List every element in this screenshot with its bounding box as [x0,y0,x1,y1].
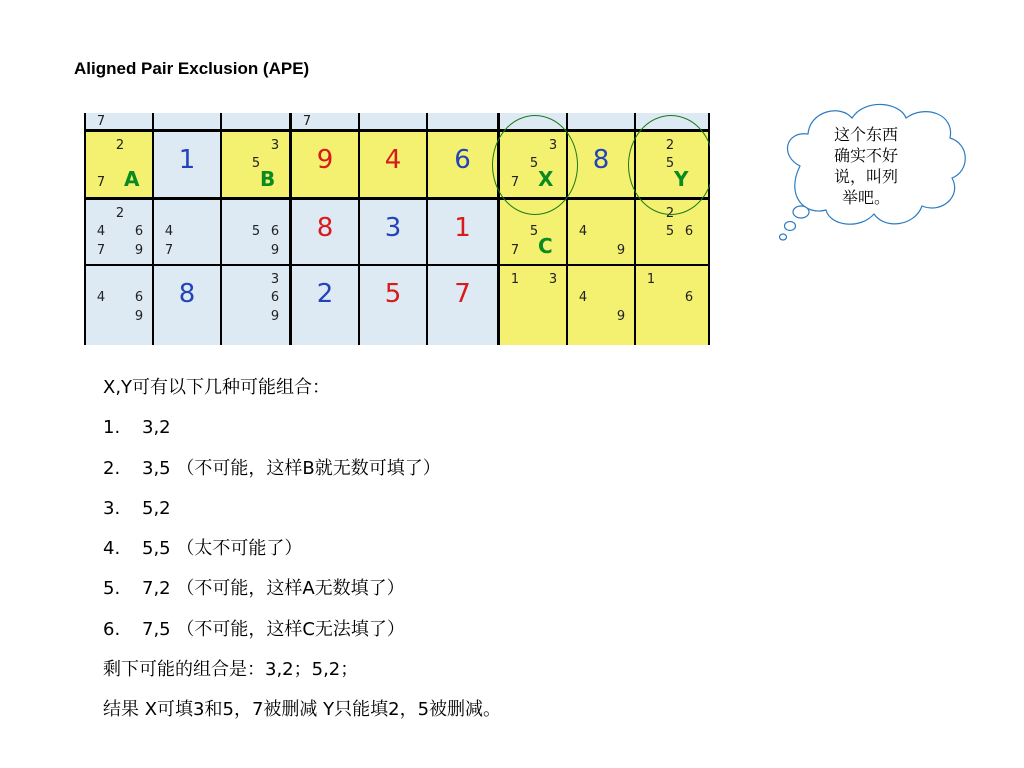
result-line [103,690,501,730]
list-item [103,529,501,569]
candidate-digit: 3 [270,138,280,153]
candidate-digit: 9 [134,243,144,258]
candidate-digit: 1 [510,272,520,287]
given-digit: 1 [454,213,471,243]
sudoku-cell [86,132,152,197]
candidate-digit: 7 [96,243,106,258]
line-text: 3,5 （不可能，这样B就无数可填了） [142,457,441,479]
sudoku-cell [428,132,497,197]
candidate-digit: 6 [134,290,144,305]
cloud-line: 这个东西 [833,125,898,144]
candidate-digit: 7 [302,114,312,129]
candidate-digit: 4 [96,224,106,239]
intro-line [103,368,501,408]
candidate-digit: 2 [665,206,675,221]
candidate-digit: 9 [270,243,280,258]
candidate-digit: 9 [616,243,626,258]
highlight-circle-y [628,115,710,215]
given-digit: 6 [454,145,471,175]
candidate-digit: 9 [616,309,626,324]
cell-label-c: C [538,234,553,258]
remaining-line [103,650,501,690]
cell-label-y: Y [674,167,689,191]
given-digit: 8 [316,213,334,243]
candidate-digit: 6 [270,224,280,239]
sudoku-cell [86,200,152,264]
candidate-digit: 1 [646,272,656,287]
candidate-digit: 3 [548,138,558,153]
candidate-digit: 6 [270,290,280,305]
sudoku-cell [636,266,708,345]
cloud-line: 说，叫列 [833,167,898,186]
candidate-digit: 5 [251,224,261,239]
highlight-circle-x [492,115,578,215]
cell-label-x: X [538,167,554,191]
given-digit: 7 [454,279,471,309]
sudoku-cell-partial [222,113,289,129]
sudoku-cell [428,200,497,264]
thought-cloud-text [814,124,918,208]
cloud-line: 举吧。 [841,188,890,207]
candidate-digit: 5 [529,156,539,171]
candidate-digit: 4 [578,224,588,239]
candidate-digit: 9 [134,309,144,324]
sudoku-cell [154,266,220,345]
candidate-digit: 4 [578,290,588,305]
sudoku-cell [428,266,497,345]
list-item [103,569,501,609]
cell-label-a: A [124,167,140,191]
candidate-digit: 7 [510,175,520,190]
sudoku-cell [154,132,220,197]
candidate-digit: 3 [270,272,280,287]
sudoku-cell [222,200,289,264]
given-digit: 8 [592,145,610,175]
sudoku-cell-partial [292,113,358,129]
list-item [103,408,501,448]
candidate-digit: 9 [270,309,280,324]
sudoku-cell [154,200,220,264]
list-number: 4. [103,538,121,560]
slide-title: Aligned Pair Exclusion (APE) [74,59,310,78]
sudoku-cell [360,266,426,345]
given-digit: 1 [178,145,196,175]
candidate-digit: 6 [134,224,144,239]
line-text: 结果 X可填3和5，7被删减 Y只能填2，5被删减。 [103,699,502,721]
candidate-digit: 2 [115,206,125,221]
line-text: 7,2 （不可能，这样A无数填了） [142,578,405,600]
sudoku-cell-partial [154,113,220,129]
list-item [103,449,501,489]
candidate-digit: 7 [510,243,520,258]
candidate-digit: 4 [164,224,174,239]
sudoku-cell [360,132,426,197]
candidate-digit: 6 [684,290,694,305]
candidate-digit: 2 [115,138,125,153]
line-text: 5,5 （太不可能了） [142,538,303,560]
sudoku-cell-partial [86,113,152,129]
sudoku-cell [500,266,566,345]
candidate-digit: 2 [665,138,675,153]
candidate-digit: 6 [684,224,694,239]
given-digit: 5 [384,279,402,309]
sudoku-cell [86,266,152,345]
list-number: 5. [103,578,121,600]
sudoku-cell [568,200,634,264]
candidate-digit: 4 [96,290,106,305]
sudoku-cell-partial [428,113,497,129]
candidate-digit: 7 [164,243,174,258]
list-number: 1. [103,417,121,439]
candidate-digit: 5 [665,156,675,171]
sudoku-cell [292,200,358,264]
list-item [103,610,501,650]
candidate-digit: 5 [251,156,261,171]
line-text: X,Y可有以下几种可能组合： [103,377,331,398]
candidate-digit: 3 [548,272,558,287]
line-text: 7,5 （不可能，这样C无法填了） [142,618,405,640]
sudoku-grid-excerpt [84,113,710,345]
given-digit: 8 [178,279,196,309]
line-text: 5,2 [142,497,171,519]
candidate-digit: 5 [665,224,675,239]
explanation-list [103,368,501,731]
list-item [103,489,501,529]
sudoku-cell [222,266,289,345]
line-text: 剩下可能的组合是：3,2；5,2； [103,659,359,681]
sudoku-cell [222,132,289,197]
cell-label-b: B [260,167,276,191]
sudoku-cell [360,200,426,264]
candidate-digit: 5 [529,224,539,239]
given-digit: 9 [316,145,334,175]
list-number: 2. [103,457,121,479]
candidate-digit: 7 [96,175,106,190]
sudoku-cell-partial [360,113,426,129]
given-digit: 4 [384,145,402,175]
list-number: 6. [103,618,121,640]
given-digit: 3 [384,213,402,243]
given-digit: 2 [316,279,334,309]
candidate-digit: 7 [96,114,106,129]
cloud-line: 确实不好 [833,146,898,165]
line-text: 3,2 [142,417,171,439]
sudoku-cell [292,132,358,197]
sudoku-cell-partial [568,113,634,129]
sudoku-cell [568,266,634,345]
list-number: 3. [103,497,121,519]
sudoku-cell [292,266,358,345]
